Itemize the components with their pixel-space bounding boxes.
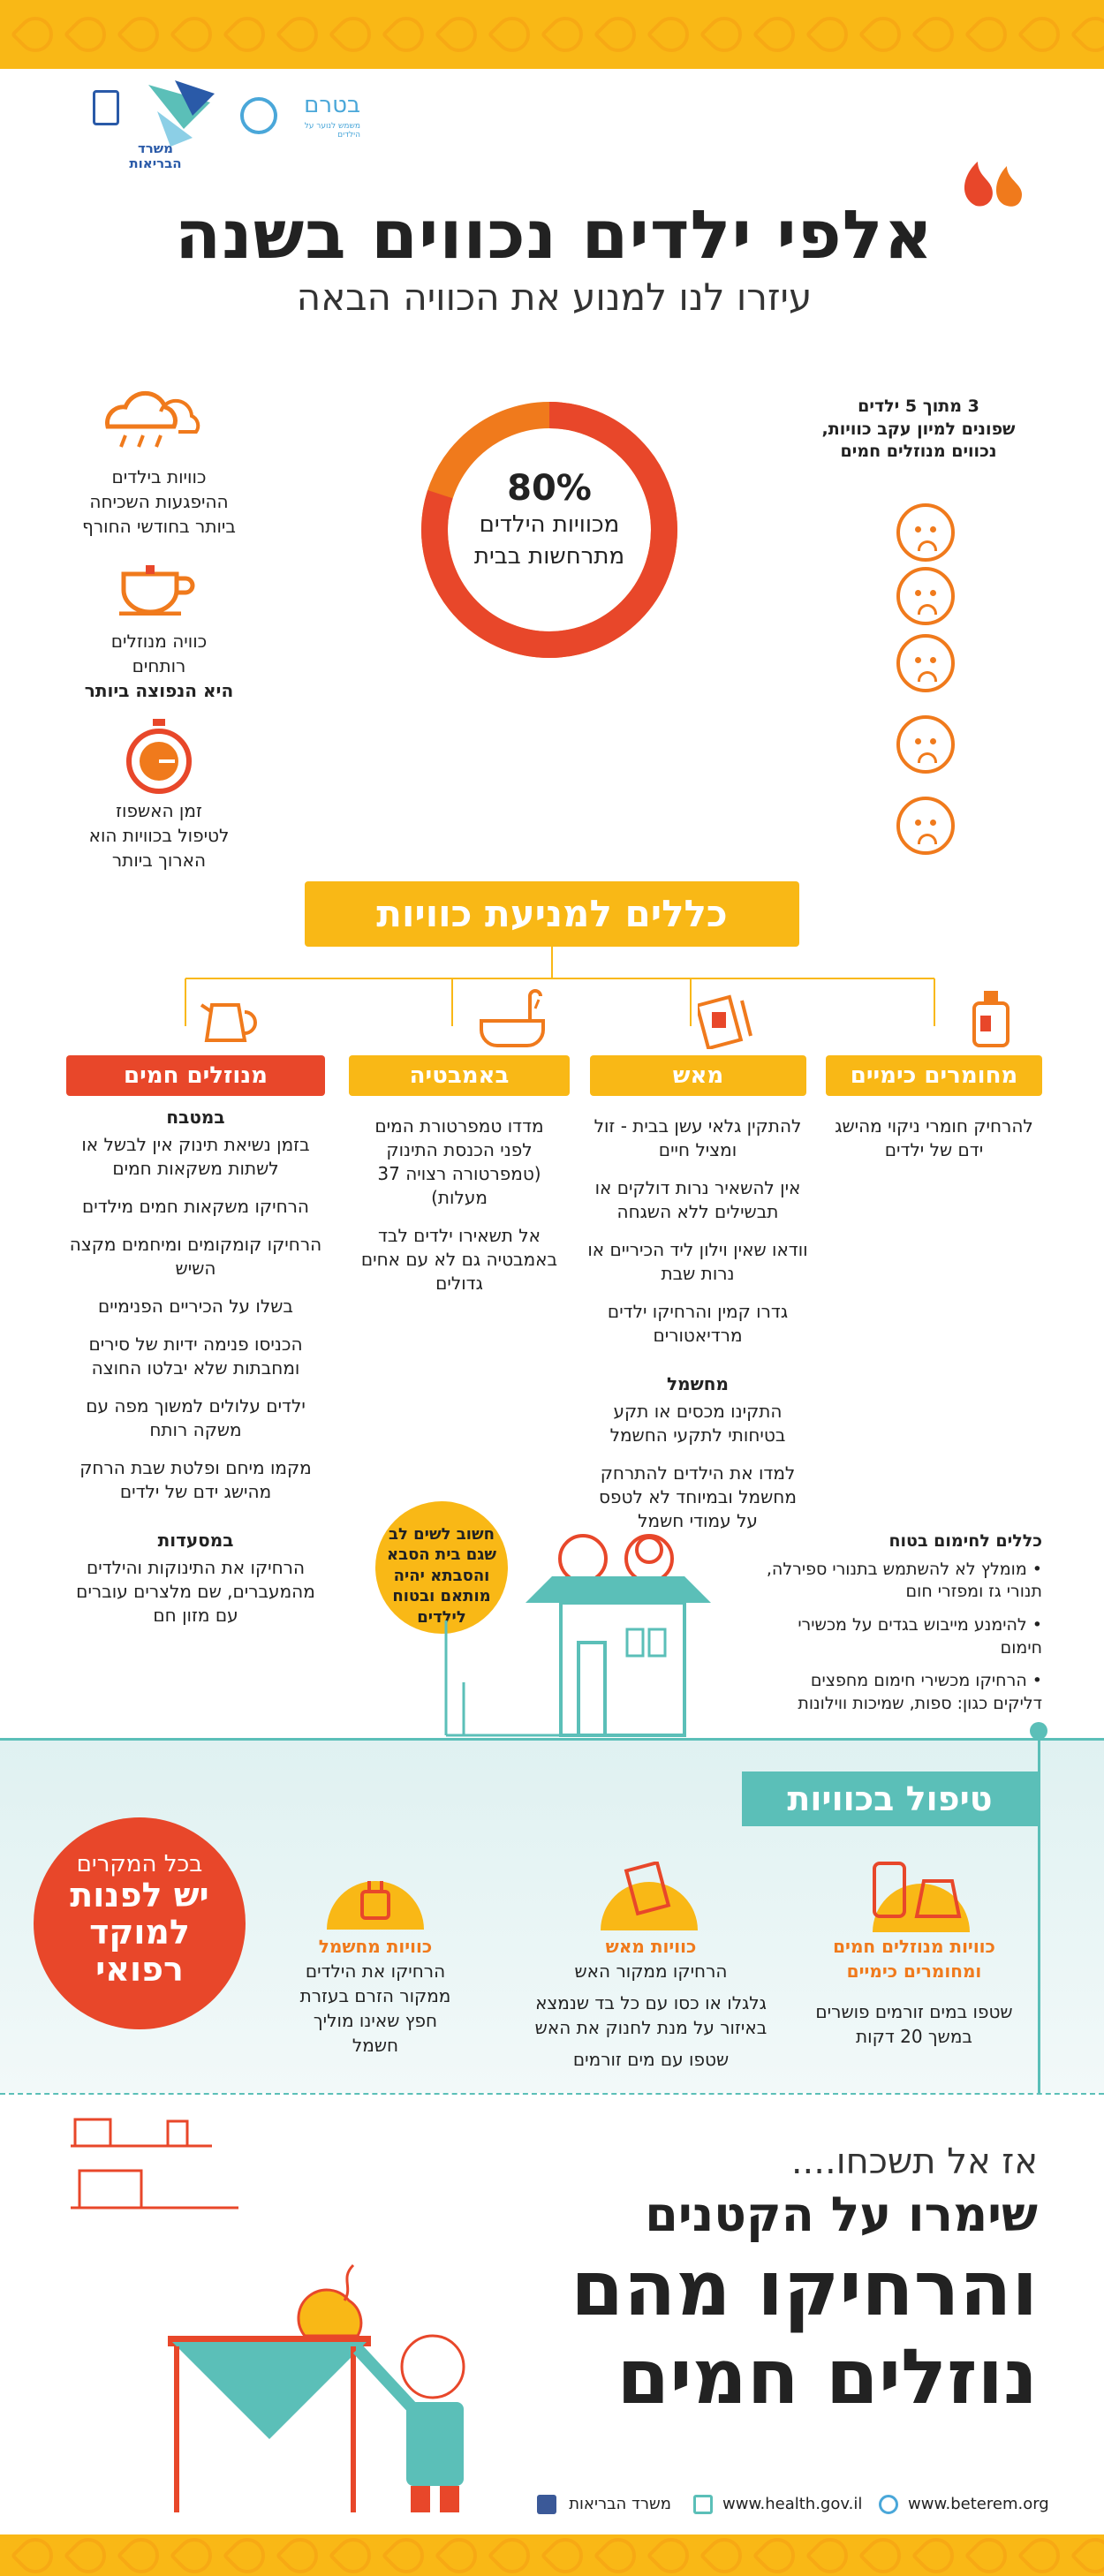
rule-item: אין להשאיר נרות דולקים או תבשילים ללא השגחה [594, 1177, 801, 1222]
band-pattern-shape [1070, 10, 1104, 60]
band-pattern-shape [223, 10, 273, 60]
stat-hospital [62, 798, 256, 873]
band-pattern-shape [329, 2534, 379, 2576]
bathtub-icon [477, 987, 548, 1049]
rule-item: בזמן נשיאת תינוק אין לבשל או לשתות משקאות חמים [81, 1134, 310, 1179]
stat-liquids-line3: היא הנפוצה ביותר [84, 680, 234, 701]
beterem-small-icon [879, 2495, 898, 2514]
rule-item: מקמו מיחם ופלטת שבת הרחק מהישג ידם של ילדים [79, 1457, 312, 1502]
band-pattern-shape [276, 10, 326, 60]
footer-beterem-link[interactable]: www.beterem.org [908, 2495, 1049, 2513]
category-chemicals: מחומרים כימיים [826, 1055, 1042, 1096]
band-pattern-shape [594, 10, 644, 60]
band-pattern-shape [382, 10, 432, 60]
stat-liquids [62, 629, 256, 703]
rule-item: התקינו מכסים או תקע בטיחותי לתקעי החשמל [609, 1401, 786, 1446]
band-pattern-shape [64, 2534, 114, 2576]
band-pattern-shape [858, 2534, 909, 2576]
band-pattern-shape [435, 2534, 485, 2576]
rule-item: אל תשאירו ילדים לבד באמבטיה גם לא עם אחים גדולים [360, 1225, 558, 1294]
state-emblem-icon [93, 90, 119, 125]
band-pattern-shape [488, 2534, 538, 2576]
band-pattern-shape [1017, 2534, 1068, 2576]
band-pattern-shape [488, 10, 538, 60]
stat-winter [62, 465, 256, 539]
beterem-logo-icon [240, 97, 277, 134]
kettle-icon [196, 987, 258, 1049]
treatment-title: טיפול בכוויות [742, 1771, 1038, 1826]
facebook-icon [537, 2495, 556, 2514]
heating-rules [760, 1530, 1042, 1726]
medical-line2: יש לפנות [70, 1876, 209, 1915]
closing-line2: שימרו על הקטנים [645, 2187, 1038, 2242]
chemical-bottle-icon [970, 987, 1014, 1049]
band-pattern-shape [1070, 2534, 1104, 2576]
heating-item: • להימנע מייבוש בגדים על מכשירי חימום [798, 1614, 1042, 1658]
rule-item: להרחיק חומרי ניקוי מהישג ידם של ילדים [835, 1115, 1033, 1160]
band-pattern-shape [647, 2534, 697, 2576]
donut-percent: 80% [507, 468, 592, 509]
matches-icon [698, 987, 760, 1049]
heating-item: • הרחיקו מכשירי חימום מחפצים דליקים כגון: ספות, שמיכות ווילונות [798, 1671, 1042, 1713]
treatment-fire [523, 1934, 779, 2072]
band-pattern-shape [805, 10, 856, 60]
rule-item: מדדו טמפרטורת המים לפני הכנסת התינוק (טמפרטורה רצויה 37 מעלות) [374, 1115, 544, 1208]
stat-three-of-five [799, 396, 1038, 464]
band-pattern-shape [541, 2534, 591, 2576]
electric-burn-title: כוויות מחשמל [318, 1936, 433, 1957]
sad-face-icon [896, 567, 955, 625]
chemicals-rules [835, 1114, 1033, 1176]
band-pattern-shape [964, 10, 1015, 60]
stat-three-line3: נכווים מנוזלים חמים [840, 442, 997, 462]
electric-title: מחשמל [667, 1373, 729, 1394]
rule-item: הרחיקו את התינוקות והילדים מהמעברים, שם מלצרים עוברים עם מזון חם [76, 1557, 315, 1626]
band-pattern-shape [11, 2534, 61, 2576]
sad-face-icon [896, 503, 955, 562]
medical-center-badge [34, 1817, 246, 2029]
footer-health-link[interactable]: www.health.gov.il [722, 2495, 863, 2513]
stat-hospital-line1: זמן האשפוז [116, 800, 202, 821]
stat-liquids-line2: רותחים [132, 655, 186, 676]
band-pattern-shape [699, 2534, 750, 2576]
stat-winter-line1: כוויות בילדים [111, 466, 207, 487]
treatment-pole [1038, 1731, 1040, 2093]
sad-face-icon [896, 634, 955, 692]
rule-item: וודאו שאין וילון ליד הכיריים או נרות שבת [587, 1239, 808, 1284]
band-pattern-shape [435, 10, 485, 60]
fire-rules [587, 1114, 808, 1547]
closing-line1: אז אל תשכחו.... [790, 2142, 1038, 2182]
heating-item-text: מומלץ לא להשתמש בתנורי ספירלה, תנורי גז ומפזרי חום [766, 1559, 1042, 1602]
band-pattern-shape [276, 2534, 326, 2576]
band-pattern-shape [223, 2534, 273, 2576]
grandparents-note: חשוב לשים לב שגם בית הסבא והסבתא יהיה מותאם ובטוח לילדים [375, 1501, 508, 1634]
rules-title: כללים למניעת כוויות [305, 881, 799, 947]
page-subtitle: עיזרו לנו למנוע את הכוויה הבאה [296, 276, 813, 319]
sad-face-icon [896, 715, 955, 774]
band-pattern-shape [647, 10, 697, 60]
matches-icon [592, 1862, 707, 1932]
rule-item: ילדים עלולים למשוך מפה עם משקה רותח [86, 1395, 306, 1440]
band-pattern-shape [117, 10, 167, 60]
donut-label [461, 468, 638, 573]
heating-title: כללים לחימום בטוח [888, 1531, 1042, 1551]
teacup-icon [110, 552, 208, 616]
bath-rules [358, 1114, 561, 1310]
medical-line3: למוקד [89, 1912, 190, 1952]
stat-liquids-line1: כוויה מנוזלים [110, 631, 208, 652]
medical-line1: בכל המקרים [76, 1851, 203, 1877]
rule-item: הכניסו פנימה ידיות של סירים ומחבתות שלא יבלטו החוצה [88, 1333, 303, 1379]
medical-line4: רפואי [95, 1949, 184, 1989]
closing-line3: והרחיקו מהם [571, 2245, 1038, 2333]
rule-item: הרחיקו משקאות חמים מילדים [82, 1196, 309, 1217]
fire-burn-title: כוויות מאש [605, 1936, 697, 1957]
band-pattern-shape [382, 2534, 432, 2576]
category-bath: באמבטיה [349, 1055, 570, 1096]
child-table-kettle-illustration [62, 2111, 556, 2526]
band-pattern-shape [170, 10, 220, 60]
fire-burn-item: הרחיקו ממקור האש [574, 1960, 728, 1982]
kitchen-title: במטבח [166, 1107, 225, 1128]
footer-facebook-link[interactable]: משרד הבריאות [569, 2495, 671, 2513]
band-pattern-shape [594, 2534, 644, 2576]
stopwatch-icon [124, 717, 194, 797]
category-liquids: מנוזלים חמים [66, 1055, 325, 1096]
sad-face-icon [896, 797, 955, 855]
rule-item: הרחיקו קומקומים ומיחמים מקצה השיש [69, 1234, 322, 1279]
treatment-top-line [0, 1738, 1104, 1741]
fire-burn-item: שטפו עם מים זורמים [572, 2049, 730, 2070]
grandparents-house-illustration [437, 1523, 742, 1740]
band-pattern-shape [911, 10, 962, 60]
band-pattern-shape [64, 10, 114, 60]
rule-item: להתקין גלאי עשן בבית - זול ומציל חיים [594, 1115, 802, 1160]
liquids-burn-title: כוויות מנוזלים חמים ומחומרים כימיים [833, 1936, 995, 1982]
kettle-chemical-icon [864, 1855, 979, 1934]
restaurant-title: במסעדות [157, 1530, 234, 1551]
heating-item-text: הרחיקו מכשירי חימום מחפצים דליקים כגון: ספות, שמיכות ווילונות [798, 1671, 1042, 1713]
treatment-pole-dot [1030, 1722, 1047, 1740]
stat-hospital-line2: לטיפול בכוויות הוא [88, 825, 230, 846]
band-pattern-shape [11, 10, 61, 60]
category-fire: מאש [590, 1055, 806, 1096]
rule-item: למדו את הילדים להתרחק מחשמל ובמיוחד לא לטפס על עמודי חשמל [599, 1462, 797, 1531]
heating-item: • מומלץ לא להשתמש בתנורי ספירלה, תנורי גז ומפזרי חום [766, 1559, 1042, 1602]
donut-text: מכוויות הילדים מתרחשות בבית [473, 511, 625, 570]
band-pattern-shape [964, 2534, 1015, 2576]
treatment-liquids [813, 1934, 1016, 2049]
bottom-pattern-band [0, 2534, 1104, 2576]
ministry-name: משרד הבריאות [129, 140, 182, 171]
stat-winter-line3: ביותר בחודשי החורף [82, 516, 236, 537]
rules-connector [0, 947, 1104, 1026]
band-pattern-shape [911, 2534, 962, 2576]
ministry-small-icon [693, 2495, 713, 2514]
liquids-burn-text: שטפו במים זורמים פושרים במשך 20 דקות [815, 2001, 1013, 2047]
band-pattern-shape [699, 10, 750, 60]
rule-item: בשלו על הכיריים הפנימיים [98, 1296, 293, 1317]
band-pattern-shape [805, 2534, 856, 2576]
stat-hospital-line3: הארוך ביותר [111, 850, 207, 871]
stat-three-line1: 3 מתוך 5 ילדים [858, 397, 979, 416]
band-pattern-shape [858, 10, 909, 60]
band-pattern-shape [1017, 10, 1068, 60]
band-pattern-shape [752, 10, 803, 60]
treatment-bottom-line [0, 2093, 1104, 2095]
closing-line4: נוזלים חמים [616, 2333, 1038, 2421]
band-pattern-shape [541, 10, 591, 60]
beterem-name: בטרם [304, 92, 360, 118]
stat-winter-line2: ההיפגעות השכיחה [89, 491, 229, 512]
band-pattern-shape [329, 10, 379, 60]
band-pattern-shape [117, 2534, 167, 2576]
band-pattern-shape [752, 2534, 803, 2576]
heating-item-text: להימנע מייבוש בגדים על מכשירי חימום [798, 1614, 1042, 1658]
fire-burn-item: גלגלו או כסו עם כל בד שנמצא באיזור על מנת לחנוק את האש [534, 1992, 768, 2038]
treatment-electric [291, 1934, 459, 2058]
beterem-tagline: משמש לנוער על הילדים [304, 122, 360, 140]
band-pattern-shape [170, 2534, 220, 2576]
electric-burn-text: הרחיקו את הילדים ממקור הזרם בעזרת חפץ שאינו מוליך חשמל [299, 1960, 451, 2056]
page-title: אלפי ילדים נכווים בשנה [175, 195, 934, 274]
top-pattern-band [0, 0, 1104, 69]
plug-icon [318, 1872, 433, 1934]
rain-cloud-icon [99, 387, 214, 450]
rule-item: גדרו קמין והרחיקו ילדים מרדיאטורים [607, 1301, 789, 1346]
liquids-rules [66, 1106, 325, 1642]
stat-three-line2: שפונים למיון עקב כוויות, [821, 419, 1016, 439]
